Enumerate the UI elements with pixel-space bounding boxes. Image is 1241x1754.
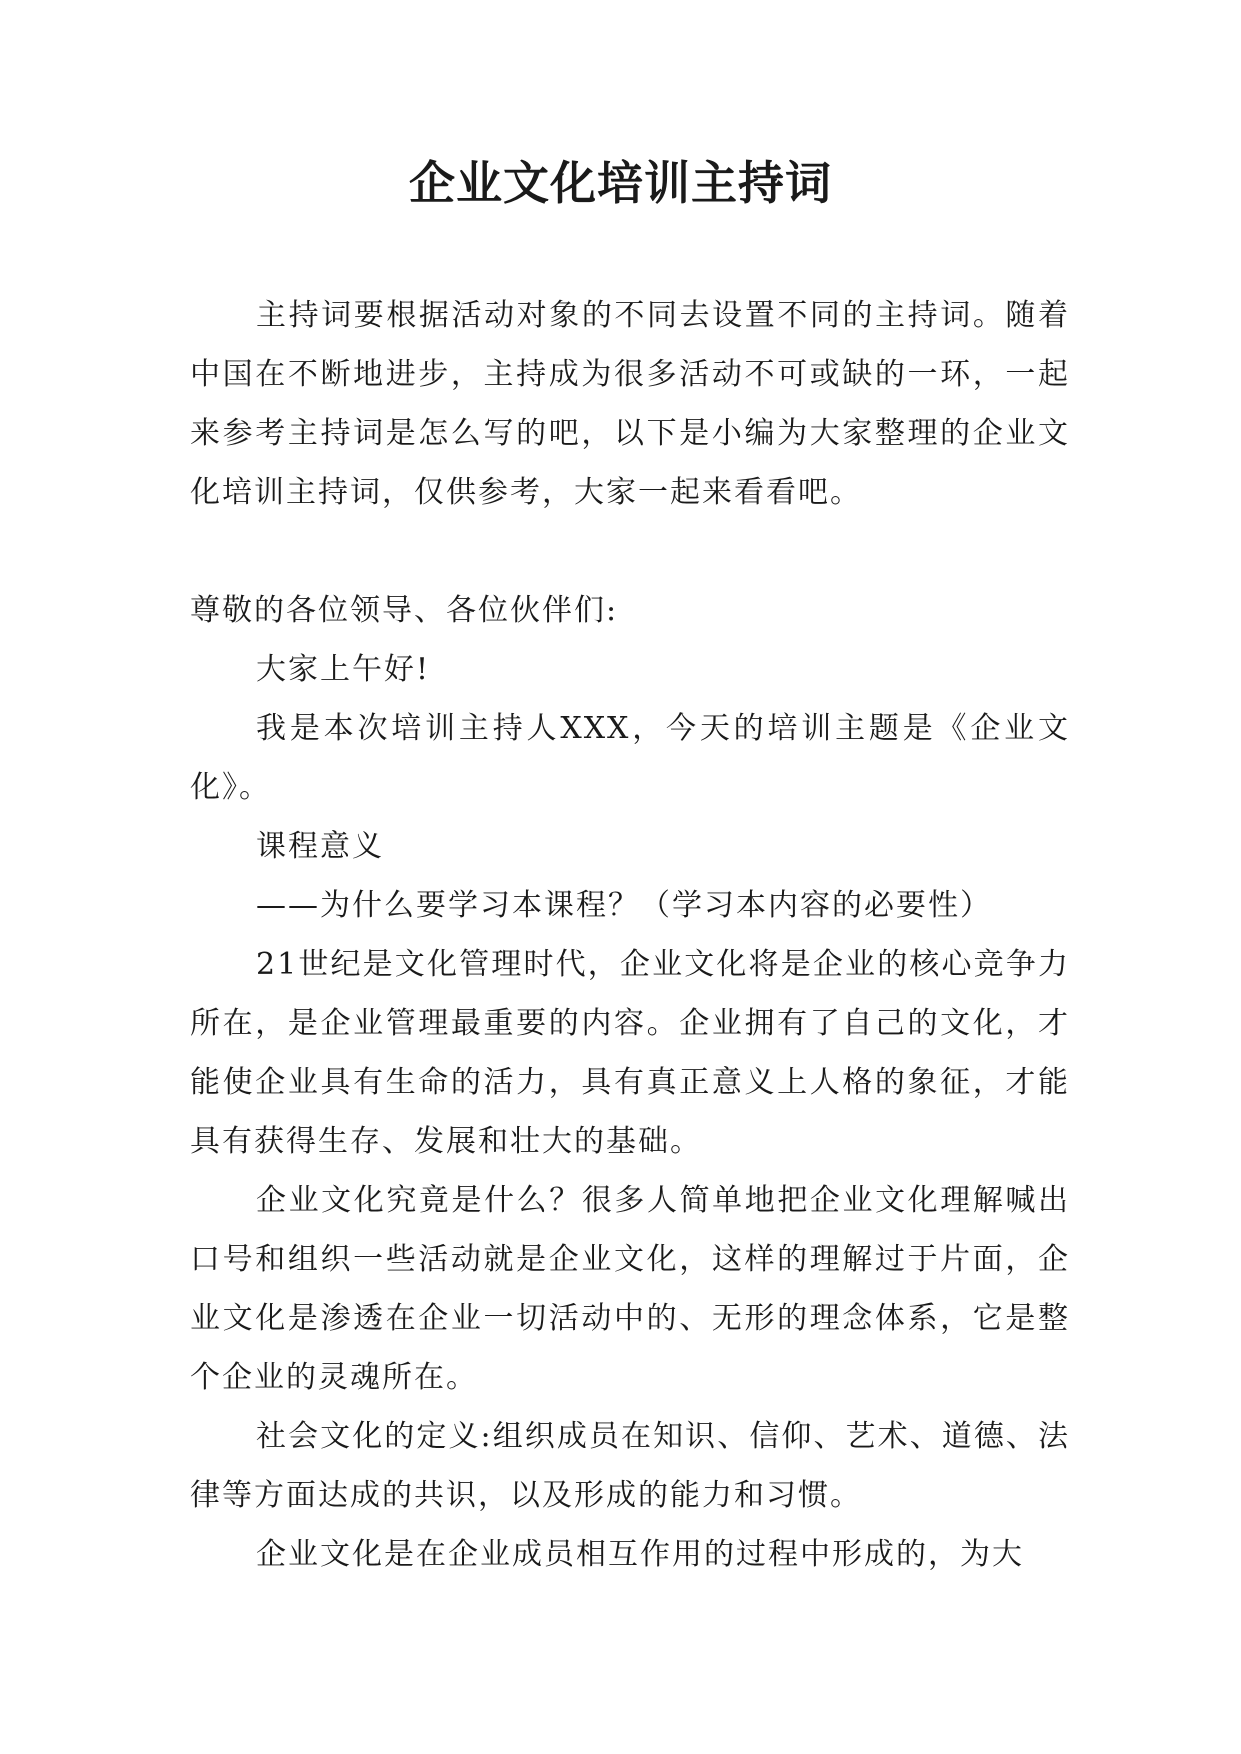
section-heading-course-meaning: 课程意义 — [256, 829, 384, 864]
body-paragraph: 21世纪是文化管理时代，企业文化将是企业的核心竞争力所在，是企业管理最重要的内容。企业拥有了自己的文化，才能使企业具有生命的活力，具有真正意义上人格的象征，才能具有获得生存、发展和壮大的基础。 — [190, 947, 1070, 1159]
host-introduction: 我是本次培训主持人XXX，今天的培训主题是《企业文化》。 — [190, 711, 1070, 805]
document-title: 企业文化培训主持词 — [409, 156, 832, 210]
body-paragraph: 社会文化的定义:组织成员在知识、信仰、艺术、道德、法律等方面达成的共识，以及形成的能力和习惯。 — [190, 1419, 1070, 1513]
intro-paragraph: 主持词要根据活动对象的不同去设置不同的主持词。随着中国在不断地进步，主持成为很多活动不可或缺的一环，一起来参考主持词是怎么写的吧，以下是小编为大家整理的企业文化培训主持词，仅供参考，大家一起来看看吧。 — [190, 298, 1070, 510]
body-paragraph: 企业文化究竟是什么？很多人简单地把企业文化理解喊出口号和组织一些活动就是企业文化，这样的理解过于片面，企业文化是渗透在企业一切活动中的、无形的理念体系，它是整个企业的灵魂所在。 — [190, 1183, 1070, 1395]
salutation: 尊敬的各位领导、各位伙伴们: — [190, 593, 619, 628]
body-paragraph: 企业文化是在企业成员相互作用的过程中形成的，为大 — [256, 1537, 1024, 1572]
section-subheading: ——为什么要学习本课程？（学习本内容的必要性） — [256, 888, 992, 923]
document-body — [190, 286, 1070, 1584]
greeting: 大家上午好! — [256, 652, 431, 687]
